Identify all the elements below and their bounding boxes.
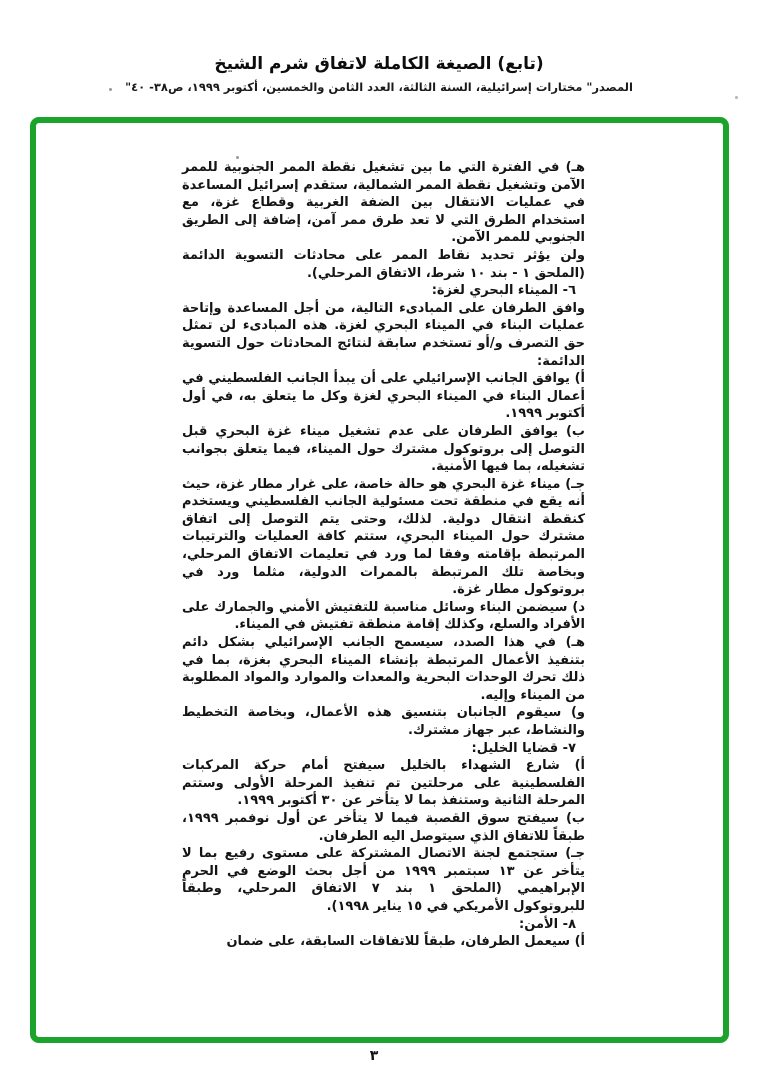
- section-heading: ٧- قضايا الخليل:: [471, 740, 576, 756]
- paragraph: جـ) ستجتمع لجنة الاتصال المشتركة على مستوى رفيع بما لا يتأخر عن ١٣ سبتمبر ١٩٩٩ من أجل بحث الوضع في الحرم الإبراهيمي (الملحق ١ بند ٧ الاتفاق المرحلي، وطبقاً للبروتوكول الأمريكي في ١٥ يناير ١٩٩٨).: [182, 846, 586, 914]
- paragraph: أ) يوافق الجانب الإسرائيلي على أن يبدأ الجانب الفلسطيني في أعمال البناء في الميناء البحري لغزة وكل ما يتعلق به، في أول أكتوبر ١٩٩٩.: [182, 371, 585, 422]
- source-line: المصدر" مختارات إسرائيلية، السنة الثالثة، العدد الثامن والخمسين، أكتوبر ١٩٩٩، ص٣٨- ٤٠": [125, 80, 633, 94]
- paragraph: ب) يوافق الطرفان على عدم تشغيل ميناء غزة البحري قبل التوصل إلى بروتوكول مشترك حول الميناء، فيما يتعلق بجوانب تشغيله، بما فيها الأمنية.: [182, 423, 585, 475]
- paragraph: ولن يؤثر تحديد نقاط الممر على محادثات التسوية الدائمة (الملحق ١ - بند ١٠ شرط، الاتفاق المرحلي).: [182, 247, 585, 281]
- paragraph: هـ) في هذا الصدد، سيسمح الجانب الإسرائيلي بشكل دائم بتنفيذ الأعمال المرتبطة بإنشاء الميناء البحري بغزة، بما في ذلك تحرك الوحدات البحرية والمعدات والموارد والمواد المطلوبة من الميناء وإليه.: [182, 635, 585, 703]
- paragraph: هـ) في الفترة التي ما بين تشغيل نقطة الممر الجنوبية للممر الآمن وتشغيل نقطة الممر الشمالية، ستقدم إسرائيل المساعدة في عمليات الانتقال بين الضفة الغربية وقطاع غزة، مع استخدام الطرق التي لا تعد طرق ممر آمن، إضافة إلى الطريق الجنوبي للممر الآمن.: [182, 160, 585, 246]
- paragraph: و) سيقوم الجانبان بتنسيق هذه الأعمال، وبخاصة التخطيط والنشاط، عبر جهاز مشترك.: [182, 705, 585, 738]
- paragraph: جـ) ميناء غزة البحري هو حالة خاصة، على غرار مطار غزة، حيث أنه يقع في منطقة تحت مسئولية الجانب الفلسطيني ويستخدم كنقطة انتقال دولية. لذلك، وحتى يتم التوصل إلى اتفاق مشترك حول الميناء البحري، ستتم كافة العمليات والترتيبات المرتبطة بإقامته وفقا لما ورد في تعليمات الاتفاق المرحلي، وبخاصة تلك المرتبطة بالممرات الدولية، مثلما ورد في بروتوكول مطار غزة.: [182, 476, 585, 598]
- paragraph: د) سيضمن البناء وسائل مناسبة للتفتيش الأمني والجمارك على الأفراد والسلع، وكذلك إقامة منطقة تفتيش في الميناء.: [182, 599, 585, 633]
- section-heading: ٨- الأمن:: [519, 916, 576, 932]
- scan-artifact: [236, 156, 239, 159]
- paragraph: أ) سيعمل الطرفان، طبقاً للاتفاقات السابقة، على ضمان: [226, 934, 585, 950]
- scan-artifact: [735, 96, 738, 99]
- page-title: (تابع) الصيغة الكاملة لاتفاق شرم الشيخ: [214, 54, 544, 74]
- paragraph: وافق الطرفان على المبادىء التالية، من أجل المساعدة وإتاحة عمليات البناء في الميناء البحري لغزة. هذه المبادىء لن تمثل حق التصرف و/أو تستخدم سابقة لنتائج المحادثات حول التسوية الدائمة:: [182, 300, 585, 369]
- document-header: [0, 54, 758, 94]
- page-number: ٣: [369, 1048, 379, 1064]
- scan-artifact: [109, 88, 112, 91]
- paragraph: أ) شارع الشهداء بالخليل سيفتح أمام حركة المركبات الفلسطينية على مرحلتين تم تنفيذ المرحلة الأولى وستتم المرحلة الثانية وستنفذ بما لا يتأخر عن ٣٠ أكتوبر ١٩٩٩.: [182, 758, 585, 809]
- paragraph: ب) سيفتح سوق القصبة فيما لا يتأخر عن أول نوفمبر ١٩٩٩، طبقاً للاتفاق الذي سيتوصل اليه الطرفان.: [182, 810, 585, 844]
- section-heading: ٦- الميناء البحري لغزة:: [431, 283, 576, 299]
- document-body: [182, 159, 585, 951]
